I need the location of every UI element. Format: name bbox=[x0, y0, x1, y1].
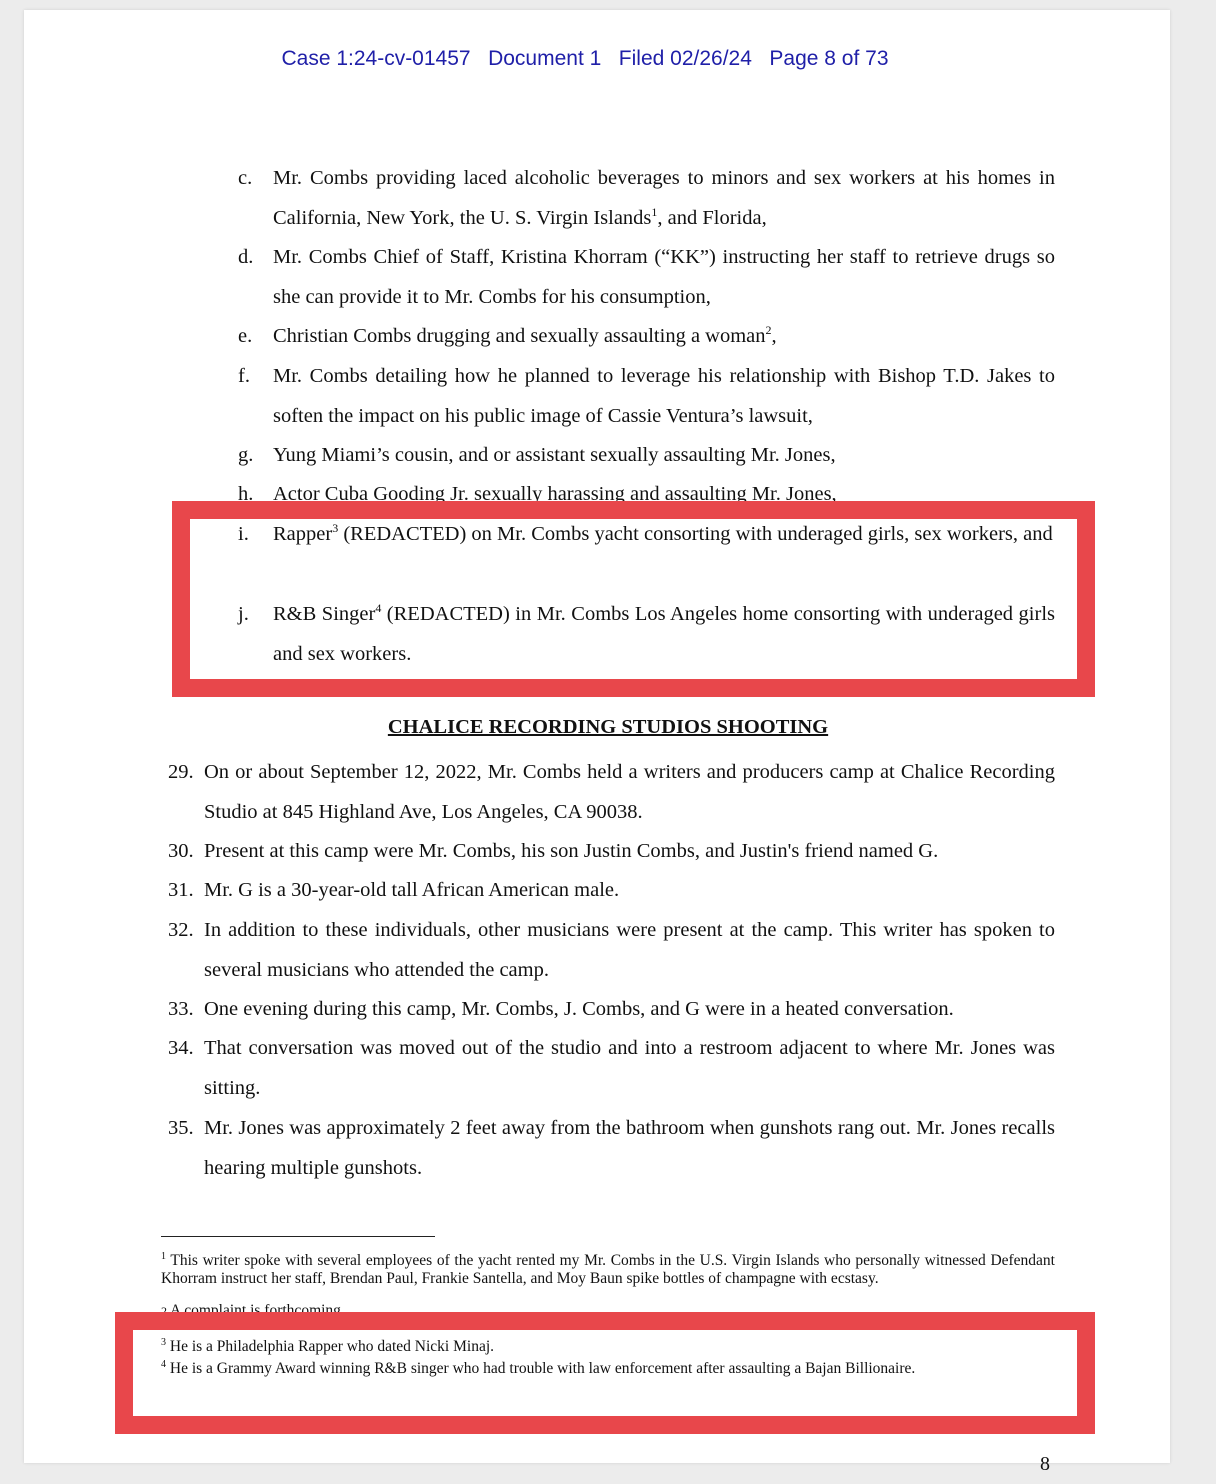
highlight-box-list bbox=[172, 501, 1095, 697]
paragraph-text: That conversation was moved out of the studio and into a restroom adjacent to where Mr. Jones was sitting. bbox=[204, 1037, 1055, 1099]
list-text: Actor Cuba Gooding Jr. sexually harassing and assaulting Mr. Jones, bbox=[273, 483, 837, 505]
footnote-ref-4[interactable]: 4 bbox=[375, 601, 382, 615]
list-text: Rapper$^3$ (REDACTED) on Mr. Combs yacht consorting with underaged girls, sex workers, and bbox=[273, 521, 1053, 545]
paragraph-number: 34. bbox=[168, 1037, 194, 1059]
footnote-ref-3[interactable]: 3 bbox=[332, 521, 339, 535]
footnote-2: $^2$ A complaint is forthcoming. bbox=[161, 1302, 345, 1319]
paragraph-number: 30. bbox=[168, 840, 194, 862]
list-label: i. bbox=[238, 523, 249, 545]
footnote-number: 1 bbox=[161, 1251, 166, 1262]
paragraph-number: 32. bbox=[168, 919, 194, 941]
footnote-number: 4 bbox=[161, 1359, 166, 1370]
list-text: Yung Miami’s cousin, and or assistant sexually assaulting Mr. Jones, bbox=[273, 444, 836, 466]
paragraph-text: On or about September 12, 2022, Mr. Combs held a writers and producers camp at Chalice Recording Studio at 845 Highland Ave, Los Angeles, CA 90038. bbox=[204, 761, 1055, 823]
footnote-ref-1[interactable]: 1 bbox=[651, 205, 658, 219]
paragraph-number: 29. bbox=[168, 761, 194, 783]
list-text: R&B Singer$^4$ (REDACTED) in Mr. Combs Los Angeles home consorting with underaged girls and sex workers. bbox=[273, 601, 1055, 665]
list-label: j. bbox=[238, 603, 249, 625]
footnote-4: $^4$ He is a Grammy Award winning R&B singer who had trouble with law enforcement after assaulting a Bajan Billionaire. bbox=[161, 1359, 916, 1377]
footnote-number: 3 bbox=[161, 1337, 166, 1348]
paragraph-text: Mr. G is a 30-year-old tall African American male. bbox=[204, 879, 620, 901]
paragraph-text: One evening during this camp, Mr. Combs, J. Combs, and G were in a heated conversation. bbox=[204, 998, 954, 1020]
list-text: Mr. Combs Chief of Staff, Kristina Khorram (“KK”) instructing her staff to retrieve drugs so she can provide it to Mr. Combs for his consumption, bbox=[273, 246, 1055, 308]
footnote-3: $^3$ He is a Philadelphia Rapper who dated Nicki Minaj. bbox=[161, 1337, 495, 1355]
section-heading: CHALICE RECORDING STUDIOS SHOOTING bbox=[387, 716, 829, 738]
list-label: c. bbox=[238, 167, 253, 189]
list-label: f. bbox=[238, 365, 250, 387]
list-item-h bbox=[238, 478, 1055, 505]
footnote-1: $^1$ This writer spoke with several employees of the yacht rented my Mr. Combs in the U.S. Virgin Islands who personally witnessed Defendant Khorram instruct her staff, Brendan Paul, Frankie Santella, and Moy Baun spike bottles of champagne with ecstasy. bbox=[161, 1251, 1055, 1287]
list-label: d. bbox=[238, 246, 254, 268]
footnote-separator bbox=[161, 1236, 435, 1237]
list-text: Mr. Combs detailing how he planned to leverage his relationship with Bishop T.D. Jakes to soften the impact on his public image of Cassie Ventura’s lawsuit, bbox=[273, 365, 1055, 427]
paragraph-number: 31. bbox=[168, 879, 194, 901]
case-header: Case 1:24-cv-01457 Document 1 Filed 02/26/24 Page 8 of 73 bbox=[281, 47, 889, 70]
list-text: Mr. Combs providing laced alcoholic beverages to minors and sex workers at his homes in California, New York, the U. S. Virgin Islands$^1$, and Florida, bbox=[273, 167, 1055, 229]
list-label: h. bbox=[238, 483, 254, 505]
list-text: Christian Combs drugging and sexually assaulting a woman$^2$, bbox=[273, 323, 777, 347]
list-label: e. bbox=[238, 325, 253, 347]
paragraph-text: Mr. Jones was approximately 2 feet away from the bathroom when gunshots rang out. Mr. Jones recalls hearing multiple gunshots. bbox=[204, 1117, 1055, 1179]
paragraph-text: Present at this camp were Mr. Combs, his son Justin Combs, and Justin's friend named G. bbox=[204, 840, 939, 862]
page-number: 8 bbox=[1040, 1453, 1050, 1475]
footnote-ref-2[interactable]: 2 bbox=[765, 323, 772, 337]
footnote-number: 2 bbox=[161, 1304, 167, 1318]
paragraph-number: 33. bbox=[168, 998, 194, 1020]
list-label: g. bbox=[238, 444, 254, 466]
paragraph-text: In addition to these individuals, other musicians were present at the camp. This writer has spoken to several musicians who attended the camp. bbox=[204, 919, 1055, 981]
paragraph-number: 35. bbox=[168, 1117, 194, 1139]
